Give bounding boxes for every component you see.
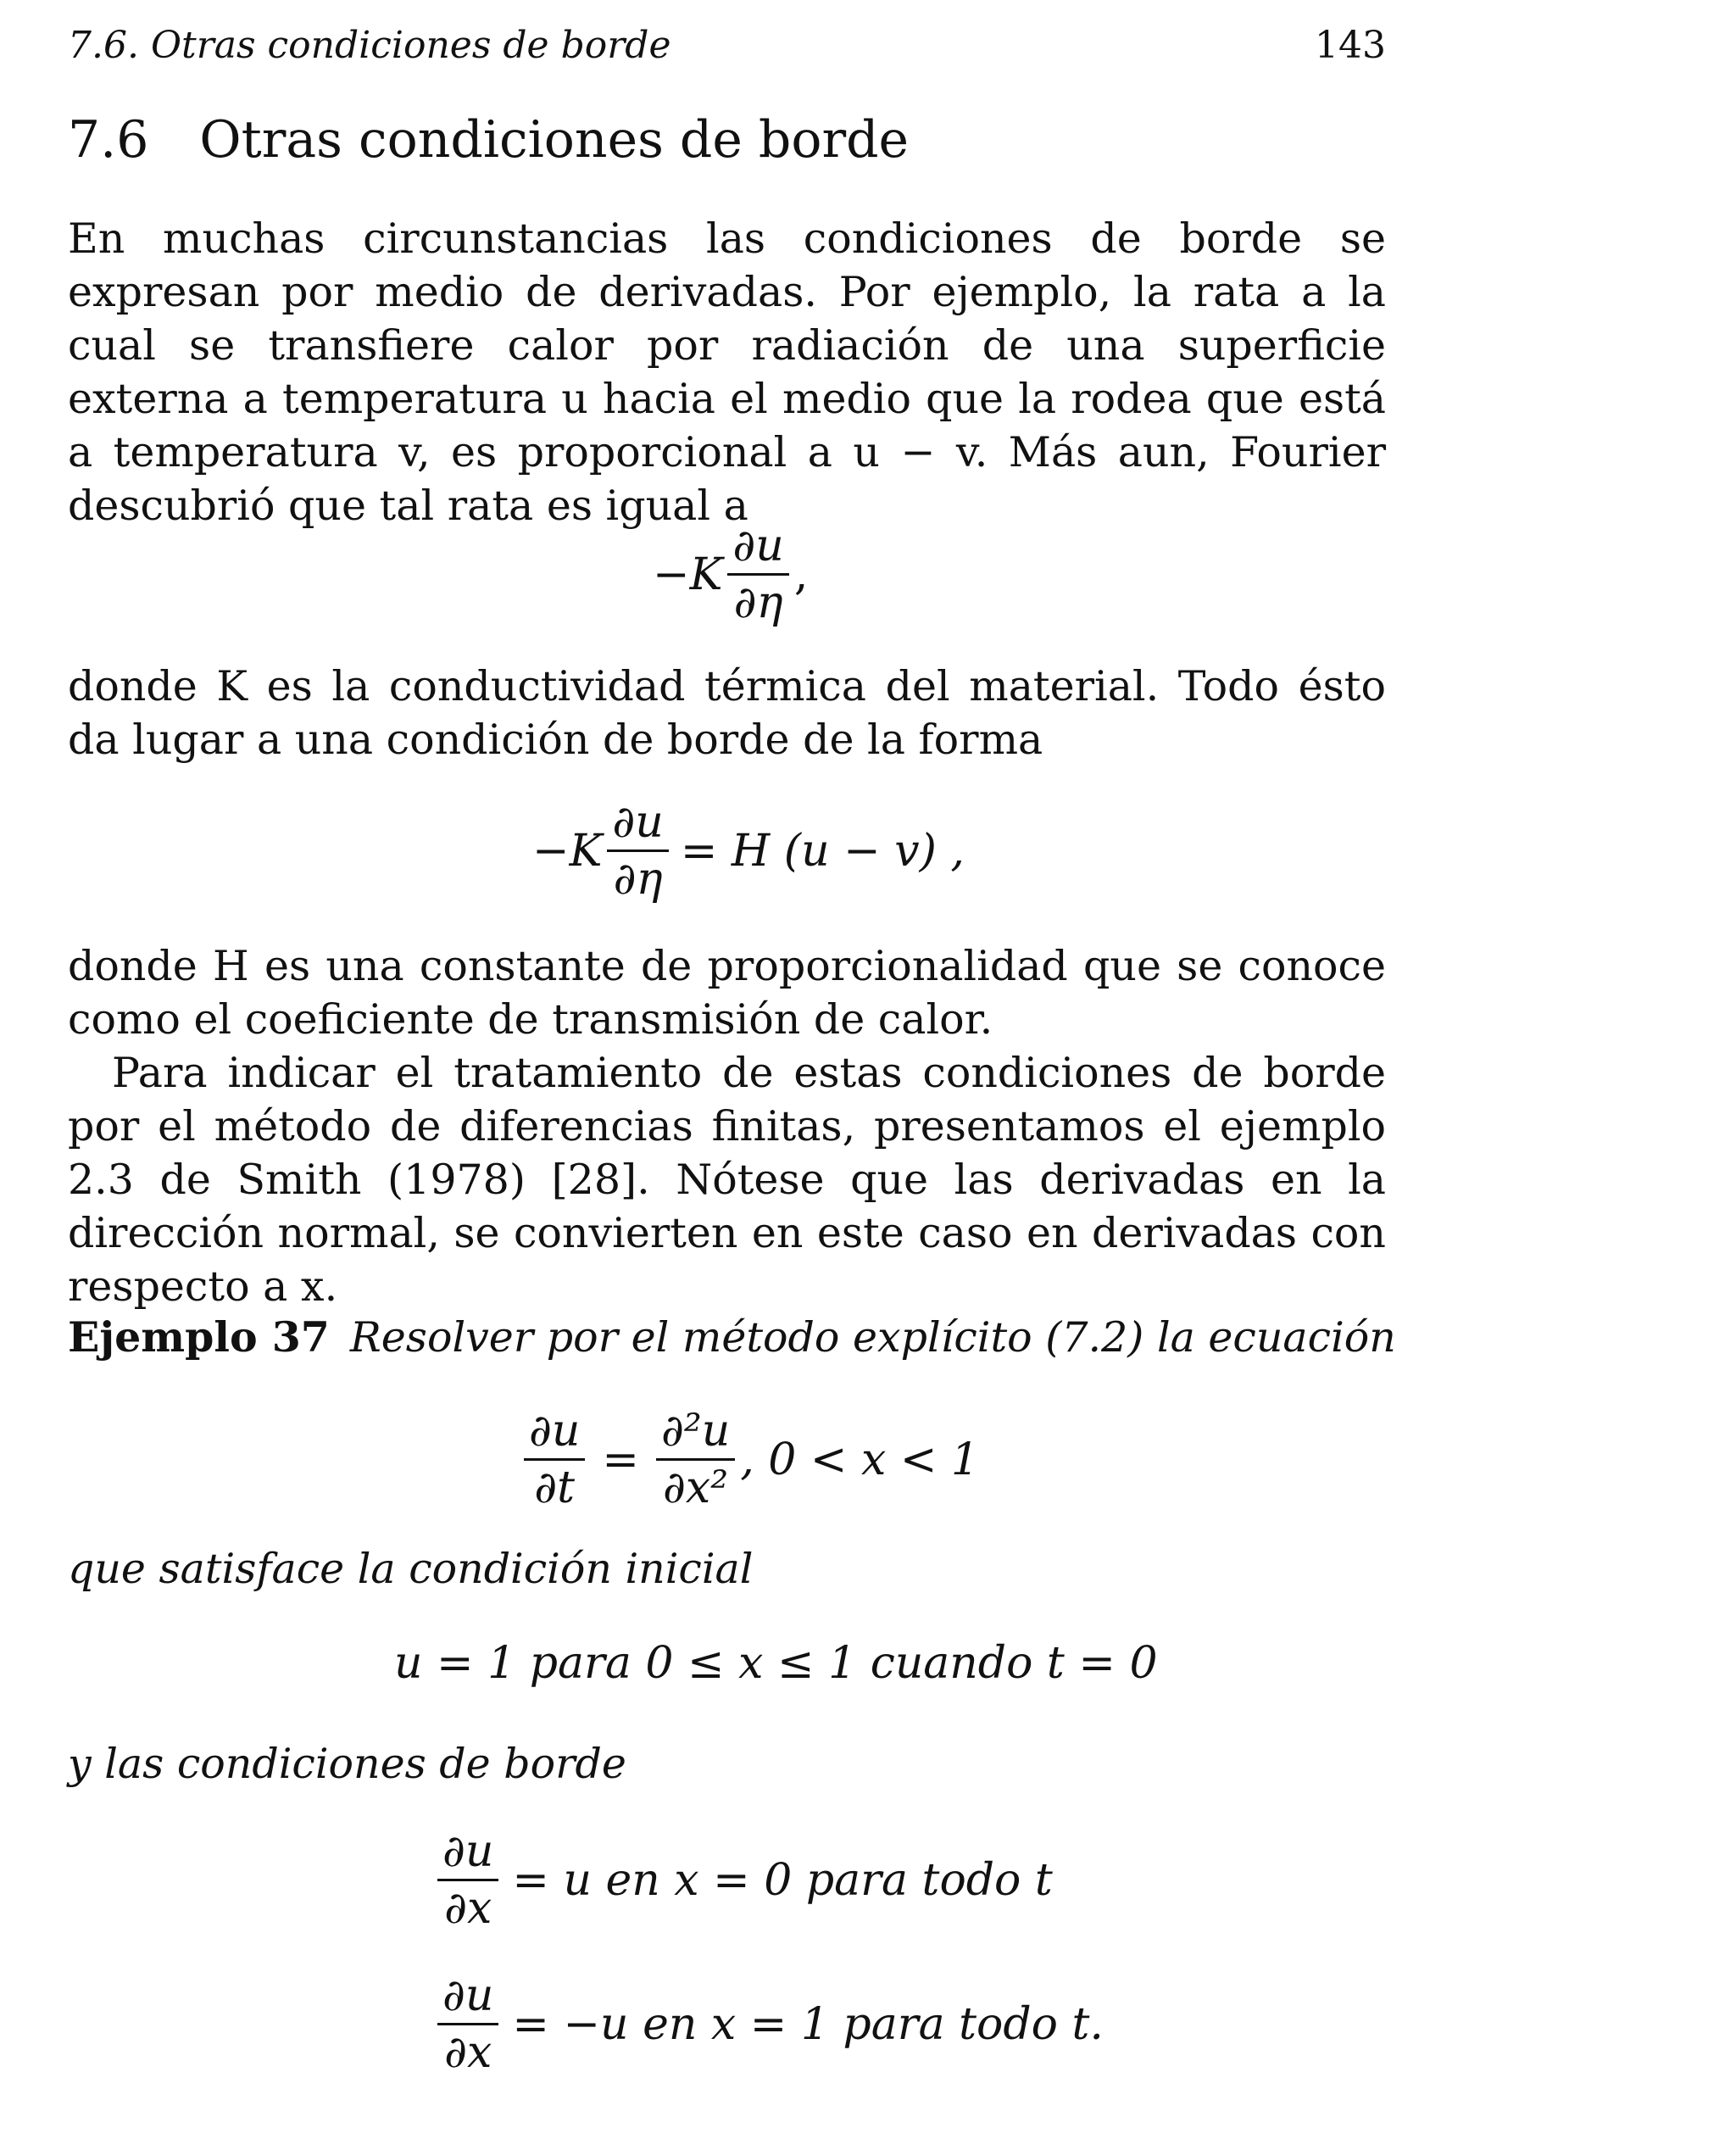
eq3-equals: = (602, 1434, 639, 1485)
eq2-numerator: ∂u (607, 795, 668, 852)
example-statement: Resolver por el método explícito (7.2) la ecuación (349, 1313, 1396, 1362)
eq2-prefix: −K (532, 825, 603, 877)
eq3-rhs-numerator: ∂²u (656, 1404, 735, 1461)
eq3-rhs-denominator: ∂x² (663, 1462, 729, 1513)
eq1-fraction (727, 519, 788, 630)
section-title-text: Otras condiciones de borde (199, 110, 910, 170)
eq6-numerator: ∂u (437, 1969, 498, 2025)
equation-3 (519, 1404, 979, 1515)
eq3-lhs-denominator: ∂t (534, 1462, 576, 1513)
eq2-denominator: ∂η (613, 854, 663, 905)
paragraph-1: En muchas circunstancias las condiciones de borde se expresan por medio de derivadas. Por ejemplo, la rata a la cual se transfiere calor por radiación de una superficie externa a temperatura u hacia el medio que la rodea que está a temperatura v, es proporcional a u − v. Más aun, Fourier descubrió que tal rata es igual a (68, 214, 1386, 530)
eq1-suffix: , (793, 549, 809, 600)
paragraph-4: Para indicar el tratamiento de estas condiciones de borde por el método de diferencias finitas, presentamos el ejemplo 2.3 de Smith (1978) [28]. Nótese que las derivadas en la dirección normal, se convierten en este caso en derivadas con respecto a x. (68, 1049, 1386, 1311)
eq1-numerator: ∂u (727, 519, 788, 576)
eq6-fraction (437, 1969, 498, 2080)
eq1-prefix: −K (653, 549, 723, 600)
page-number: 143 (1315, 24, 1386, 67)
eq3-lhs-numerator: ∂u (524, 1404, 585, 1461)
running-header (68, 24, 1386, 67)
eq6-denominator: ∂x (444, 2027, 492, 2078)
eq3-condition: , 0 < x < 1 (740, 1434, 980, 1485)
equation-4: u = 1 para 0 ≤ x ≤ 1 cuando t = 0 (394, 1638, 1158, 1689)
boundary-conditions-intro: y las condiciones de borde (68, 1740, 626, 1788)
section-title (68, 110, 909, 170)
running-title: 7.6. Otras condiciones de borde (68, 24, 671, 67)
eq5-denominator: ∂x (444, 1883, 492, 1934)
eq1-denominator: ∂η (733, 577, 783, 628)
example-label: Ejemplo 37 (68, 1312, 330, 1362)
paragraph-2: donde K es la conductividad térmica del material. Todo ésto da lugar a una condición de borde de la forma (68, 662, 1386, 764)
section-number: 7.6 (68, 110, 149, 170)
paragraph-3: donde H es una constante de proporcionalidad que se conoce como el coeficiente de transmisión de calor. (68, 942, 1386, 1044)
eq2-rhs: = H (u − v) , (680, 825, 965, 877)
equation-1 (653, 519, 808, 630)
eq3-lhs-fraction (524, 1404, 585, 1515)
eq5-numerator: ∂u (437, 1824, 498, 1881)
eq5-rhs: = u en x = 0 para todo t (512, 1854, 1053, 1906)
example-heading (68, 1312, 1396, 1362)
equation-6 (432, 1969, 1104, 2080)
equation-2 (532, 795, 965, 906)
initial-condition-intro: que satisface la condición inicial (68, 1545, 754, 1593)
eq2-fraction (607, 795, 668, 906)
eq3-rhs-fraction (656, 1404, 735, 1515)
eq6-rhs: = −u en x = 1 para todo t. (512, 1998, 1104, 2050)
eq5-fraction (437, 1824, 498, 1936)
equation-5 (432, 1824, 1053, 1936)
